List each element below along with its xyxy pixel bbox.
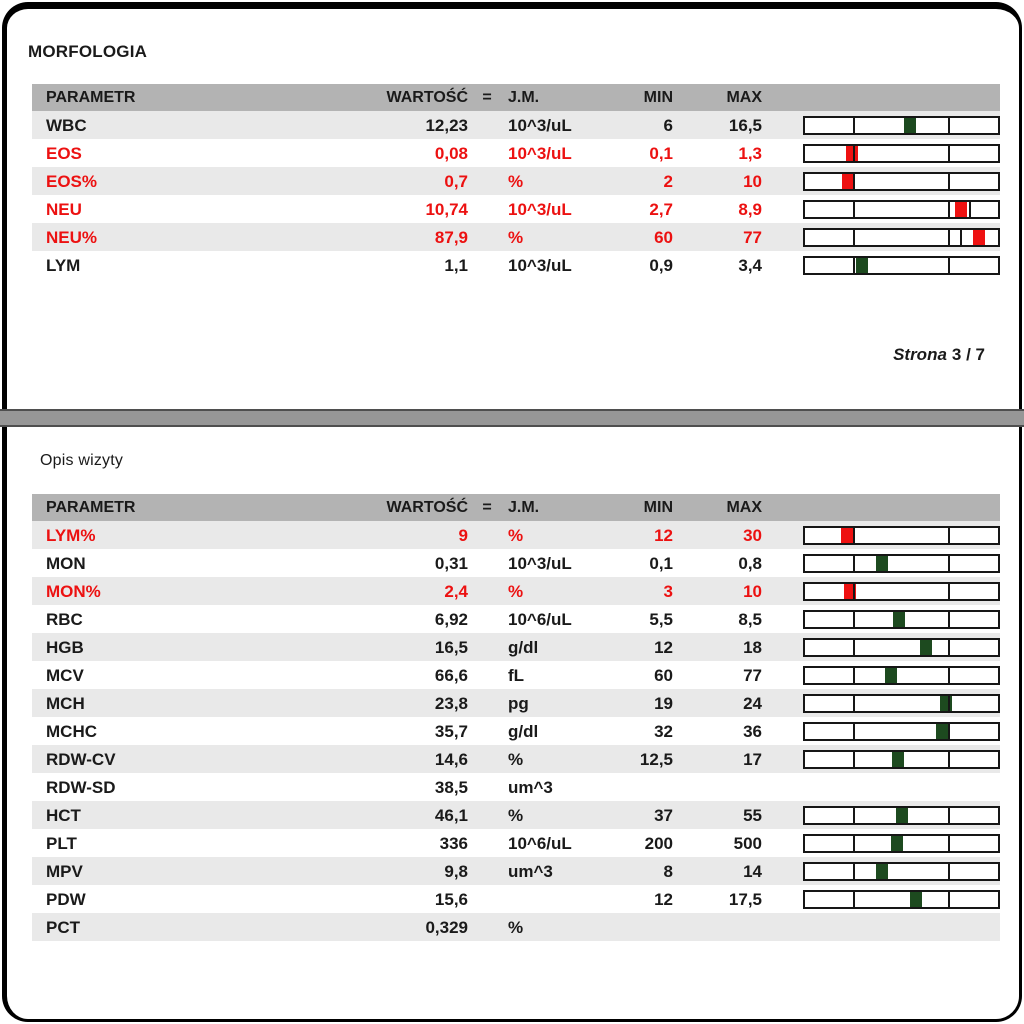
range-divider	[948, 892, 950, 907]
range-marker-green	[910, 892, 922, 907]
range-bar	[803, 890, 1000, 909]
result-row-rdw-sd	[32, 773, 1000, 801]
value-cell: 9	[458, 525, 468, 545]
result-row-lym	[32, 521, 1000, 549]
col-header-parametr: PARAMETR	[46, 88, 136, 106]
range-divider	[948, 808, 950, 823]
range-divider	[948, 174, 950, 189]
range-bar-cell	[803, 806, 1000, 825]
unit-cell: g/dl	[508, 721, 539, 741]
max-cell: 77	[743, 665, 762, 685]
range-bar	[803, 144, 1000, 163]
min-cell: 19	[654, 693, 673, 713]
range-bar	[803, 666, 1000, 685]
max-cell: 10	[743, 171, 762, 191]
range-bar	[803, 694, 1000, 713]
value-cell: 0,31	[434, 553, 468, 573]
range-bar-cell	[803, 666, 1000, 685]
param-label: RDW-CV	[46, 749, 116, 769]
opis-wizyty-rows	[32, 521, 1000, 941]
min-cell: 32	[654, 721, 673, 741]
min-cell: 200	[644, 833, 673, 853]
result-row-mchc	[32, 717, 1000, 745]
range-bar	[803, 834, 1000, 853]
param-label: MCV	[46, 665, 84, 685]
range-bar-cell	[803, 256, 1000, 275]
range-bar-cell	[803, 526, 1000, 545]
morfologia-rows	[32, 111, 1000, 279]
max-cell: 30	[743, 525, 762, 545]
range-bar-cell	[803, 890, 1000, 909]
range-divider	[853, 752, 855, 767]
range-divider	[948, 696, 950, 711]
range-marker-green	[892, 752, 904, 767]
range-divider	[853, 230, 855, 245]
range-divider	[853, 668, 855, 683]
value-cell: 0,329	[425, 917, 468, 937]
min-cell: 12,5	[639, 749, 673, 769]
range-marker-green	[904, 118, 916, 133]
morfologia-title: MORFOLOGIA	[28, 42, 148, 61]
range-divider	[853, 612, 855, 627]
param-label: LYM	[46, 255, 81, 275]
min-cell: 5,5	[649, 609, 673, 629]
min-cell: 8	[663, 861, 673, 881]
range-bar-cell	[803, 834, 1000, 853]
range-bar	[803, 228, 1000, 247]
result-row-mcv	[32, 661, 1000, 689]
param-label: MCH	[46, 693, 85, 713]
max-cell: 8,9	[738, 199, 762, 219]
value-cell: 38,5	[434, 777, 468, 797]
range-divider	[948, 584, 950, 599]
range-divider	[853, 174, 855, 189]
value-cell: 6,92	[434, 609, 468, 629]
max-cell: 17	[743, 749, 762, 769]
unit-cell: %	[508, 917, 524, 937]
unit-cell: um^3	[508, 861, 553, 881]
range-divider	[853, 146, 855, 161]
page-word: Strona	[893, 345, 947, 364]
range-bar	[803, 200, 1000, 219]
max-cell: 24	[743, 693, 762, 713]
range-bar-cell	[803, 694, 1000, 713]
range-bar	[803, 256, 1000, 275]
range-marker-green	[920, 640, 932, 655]
unit-cell: g/dl	[508, 637, 539, 657]
max-cell: 16,5	[728, 115, 762, 135]
range-divider	[853, 724, 855, 739]
param-label: MPV	[46, 861, 83, 881]
value-cell: 9,8	[444, 861, 468, 881]
unit-cell: um^3	[508, 777, 553, 797]
col-header-min: MIN	[643, 88, 673, 106]
result-row-pdw	[32, 885, 1000, 913]
value-cell: 35,7	[434, 721, 468, 741]
max-cell: 10	[743, 581, 762, 601]
unit-cell: 10^3/uL	[508, 553, 572, 573]
result-row-mch	[32, 689, 1000, 717]
range-bar	[803, 554, 1000, 573]
range-bar	[803, 750, 1000, 769]
unit-cell: %	[508, 171, 524, 191]
range-bar	[803, 638, 1000, 657]
range-divider	[948, 836, 950, 851]
range-marker-red	[841, 528, 853, 543]
unit-cell: pg	[508, 693, 529, 713]
max-cell: 55	[743, 805, 762, 825]
range-divider	[853, 258, 855, 273]
range-divider	[948, 528, 950, 543]
value-cell: 336	[439, 833, 468, 853]
min-cell: 6	[663, 115, 673, 135]
col-header-parametr: PARAMETR	[46, 498, 136, 516]
range-divider	[853, 556, 855, 571]
result-row-plt	[32, 829, 1000, 857]
range-bar	[803, 862, 1000, 881]
result-row-mpv	[32, 857, 1000, 885]
result-row-mon	[32, 577, 1000, 605]
result-row-hct	[32, 801, 1000, 829]
value-cell: 15,6	[434, 889, 468, 909]
param-label: EOS%	[46, 171, 98, 191]
range-marker-green	[893, 612, 905, 627]
range-divider	[853, 696, 855, 711]
value-cell: 1,1	[444, 255, 468, 275]
result-row-eos	[32, 139, 1000, 167]
range-divider	[948, 640, 950, 655]
min-cell: 2	[663, 171, 673, 191]
range-bar	[803, 610, 1000, 629]
value-cell: 46,1	[434, 805, 468, 825]
max-cell: 17,5	[728, 889, 762, 909]
page-separator	[0, 409, 1024, 427]
range-bar-cell	[803, 638, 1000, 657]
result-row-lym	[32, 251, 1000, 279]
range-bar-cell	[803, 200, 1000, 219]
range-bar	[803, 526, 1000, 545]
max-cell: 500	[733, 833, 762, 853]
range-divider	[853, 528, 855, 543]
param-label: NEU%	[46, 227, 98, 247]
range-divider	[853, 640, 855, 655]
range-bar	[803, 806, 1000, 825]
range-marker-green	[856, 258, 868, 273]
max-cell: 77	[743, 227, 762, 247]
col-header-jm: J.M.	[508, 498, 540, 516]
min-cell: 12	[654, 525, 673, 545]
param-label: EOS	[46, 143, 82, 163]
min-cell: 0,9	[649, 255, 673, 275]
range-divider	[948, 612, 950, 627]
max-cell: 0,8	[738, 553, 762, 573]
result-row-rbc	[32, 605, 1000, 633]
value-cell: 66,6	[434, 665, 468, 685]
range-bar-cell	[803, 582, 1000, 601]
min-cell: 0,1	[649, 553, 673, 573]
unit-cell: 10^3/uL	[508, 115, 572, 135]
opis-wizyty-table	[32, 494, 1000, 941]
col-header-wartosc: WARTOŚĆ	[386, 498, 468, 516]
range-bar	[803, 582, 1000, 601]
unit-cell: %	[508, 227, 524, 247]
range-bar-cell	[803, 750, 1000, 769]
range-bar	[803, 172, 1000, 191]
table-header-row	[32, 84, 1000, 111]
col-header-equals: =	[482, 498, 492, 516]
range-marker-green	[891, 836, 903, 851]
col-header-equals: =	[482, 88, 492, 106]
range-divider	[948, 146, 950, 161]
page-indicator	[893, 345, 985, 365]
max-cell: 1,3	[738, 143, 762, 163]
range-divider	[948, 864, 950, 879]
range-bar-cell	[803, 144, 1000, 163]
min-cell: 3	[663, 581, 673, 601]
unit-cell: fL	[508, 665, 525, 685]
range-divider	[948, 118, 950, 133]
min-cell: 60	[654, 665, 673, 685]
col-header-wartosc: WARTOŚĆ	[386, 88, 468, 106]
col-header-jm: J.M.	[508, 88, 540, 106]
param-label: NEU	[46, 199, 82, 219]
range-bar-cell	[803, 610, 1000, 629]
range-marker-green	[940, 696, 952, 711]
range-divider	[853, 202, 855, 217]
range-marker-red	[973, 230, 985, 245]
range-bar-cell	[803, 116, 1000, 135]
value-cell: 14,6	[434, 749, 468, 769]
unit-cell: %	[508, 581, 524, 601]
value-cell: 0,08	[434, 143, 468, 163]
param-label: HGB	[46, 637, 84, 657]
unit-cell: 10^3/uL	[508, 143, 572, 163]
range-divider	[948, 556, 950, 571]
range-divider	[853, 864, 855, 879]
max-cell: 8,5	[738, 609, 762, 629]
min-cell: 2,7	[649, 199, 673, 219]
unit-cell: 10^6/uL	[508, 833, 572, 853]
range-divider	[853, 892, 855, 907]
max-cell: 18	[743, 637, 762, 657]
min-cell: 60	[654, 227, 673, 247]
min-cell: 12	[654, 637, 673, 657]
param-label: PCT	[46, 917, 80, 937]
range-marker-green	[876, 864, 888, 879]
range-marker-red	[955, 202, 967, 217]
result-row-mon	[32, 549, 1000, 577]
range-divider	[853, 118, 855, 133]
value-cell: 2,4	[444, 581, 468, 601]
param-label: MON%	[46, 581, 101, 601]
value-cell: 87,9	[434, 227, 468, 247]
range-divider	[853, 808, 855, 823]
value-cell: 12,23	[425, 115, 468, 135]
range-marker-green	[896, 808, 908, 823]
min-cell: 37	[654, 805, 673, 825]
range-bar	[803, 722, 1000, 741]
range-divider	[948, 668, 950, 683]
max-cell: 14	[743, 861, 762, 881]
range-bar-cell	[803, 554, 1000, 573]
param-label: PLT	[46, 833, 77, 853]
range-divider	[948, 230, 950, 245]
value-cell: 16,5	[434, 637, 468, 657]
range-divider	[853, 836, 855, 851]
max-cell: 3,4	[738, 255, 762, 275]
range-divider	[948, 724, 950, 739]
opis-wizyty-title: Opis wizyty	[40, 452, 124, 469]
range-bar-cell	[803, 862, 1000, 881]
param-label: RBC	[46, 609, 83, 629]
min-cell: 0,1	[649, 143, 673, 163]
range-marker-green	[876, 556, 888, 571]
unit-cell: %	[508, 805, 524, 825]
value-cell: 0,7	[444, 171, 468, 191]
page-number: 3 / 7	[951, 345, 985, 364]
value-cell: 10,74	[425, 199, 468, 219]
min-cell: 12	[654, 889, 673, 909]
col-header-max: MAX	[726, 88, 762, 106]
result-row-hgb	[32, 633, 1000, 661]
range-extra-tick	[960, 230, 962, 245]
param-label: WBC	[46, 115, 87, 135]
range-divider	[948, 202, 950, 217]
result-row-pct	[32, 913, 1000, 941]
range-divider	[853, 584, 855, 599]
range-divider	[948, 752, 950, 767]
unit-cell: %	[508, 749, 524, 769]
param-label: RDW-SD	[46, 777, 116, 797]
col-header-max: MAX	[726, 498, 762, 516]
max-cell: 36	[743, 721, 762, 741]
range-marker-green	[885, 668, 897, 683]
range-divider	[948, 258, 950, 273]
range-bar-cell	[803, 228, 1000, 247]
morfologia-table	[32, 84, 1000, 279]
unit-cell: 10^3/uL	[508, 255, 572, 275]
table-header-row	[32, 494, 1000, 521]
result-row-neu	[32, 195, 1000, 223]
param-label: LYM%	[46, 525, 96, 545]
param-label: MON	[46, 553, 86, 573]
result-row-eos	[32, 167, 1000, 195]
result-row-neu	[32, 223, 1000, 251]
unit-cell: %	[508, 525, 524, 545]
col-header-min: MIN	[643, 498, 673, 516]
unit-cell: 10^6/uL	[508, 609, 572, 629]
value-cell: 23,8	[434, 693, 468, 713]
range-marker-green	[936, 724, 948, 739]
param-label: HCT	[46, 805, 81, 825]
result-row-rdw-cv	[32, 745, 1000, 773]
unit-cell: 10^3/uL	[508, 199, 572, 219]
range-bar-cell	[803, 722, 1000, 741]
param-label: MCHC	[46, 721, 97, 741]
result-row-wbc	[32, 111, 1000, 139]
param-label: PDW	[46, 889, 86, 909]
range-extra-tick	[969, 202, 971, 217]
range-bar-cell	[803, 172, 1000, 191]
range-bar	[803, 116, 1000, 135]
